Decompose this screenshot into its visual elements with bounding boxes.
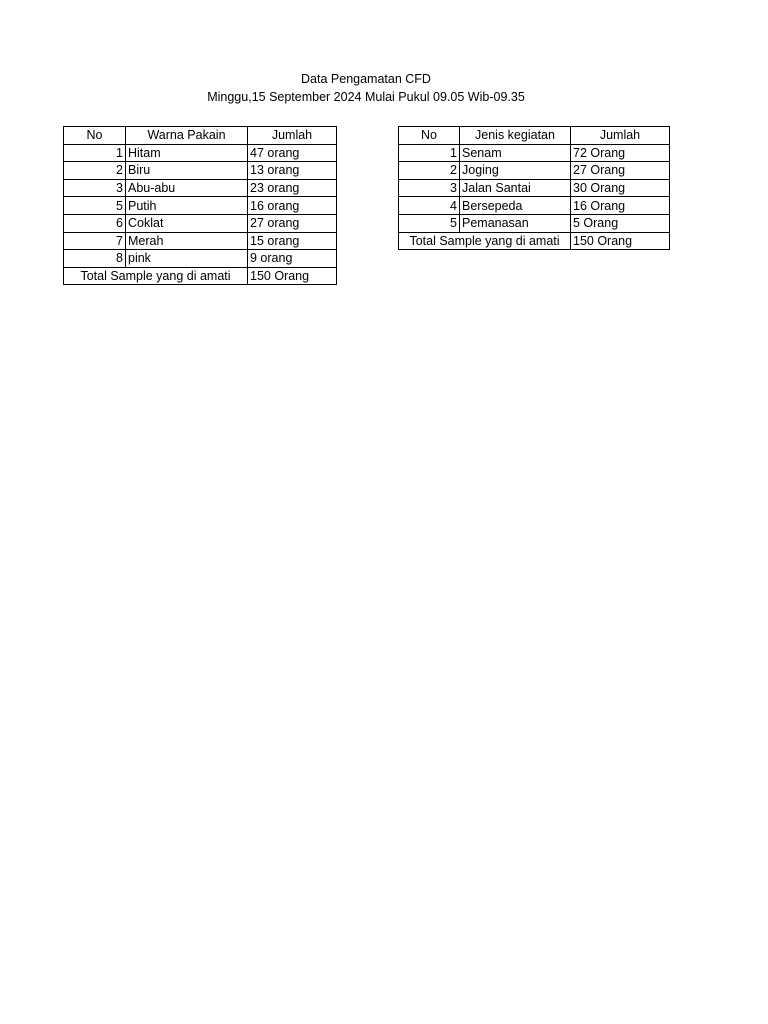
row-count: 16 Orang (571, 197, 670, 215)
row-number: 5 (64, 197, 126, 215)
row-count: 5 Orang (571, 214, 670, 232)
row-count: 72 Orang (571, 144, 670, 162)
table-row (64, 162, 337, 180)
row-label: Jalan Santai (460, 179, 571, 197)
table-row (64, 179, 337, 197)
table-total-row (64, 267, 337, 285)
row-count: 47 orang (248, 144, 337, 162)
document-title: Data Pengamatan CFD (301, 72, 431, 86)
column-header-no: No (399, 127, 460, 145)
document-title-block (0, 70, 732, 106)
column-header-jumlah: Jumlah (248, 127, 337, 145)
row-label: Biru (126, 162, 248, 180)
row-label: Pemanasan (460, 214, 571, 232)
row-number: 2 (399, 162, 460, 180)
row-label: Coklat (126, 214, 248, 232)
row-count: 27 orang (248, 214, 337, 232)
row-number: 1 (64, 144, 126, 162)
row-label: Putih (126, 197, 248, 215)
row-count: 15 orang (248, 232, 337, 250)
table-row (64, 144, 337, 162)
table-row (64, 197, 337, 215)
column-header-jenis-kegiatan: Jenis kegiatan (460, 127, 571, 145)
total-label: Total Sample yang di amati (399, 232, 571, 250)
row-number: 3 (64, 179, 126, 197)
row-label: Merah (126, 232, 248, 250)
row-count: 27 Orang (571, 162, 670, 180)
row-count: 16 orang (248, 197, 337, 215)
row-number: 6 (64, 214, 126, 232)
row-label: Abu-abu (126, 179, 248, 197)
row-label: Joging (460, 162, 571, 180)
row-number: 1 (399, 144, 460, 162)
table-row (64, 250, 337, 268)
table-row (399, 197, 670, 215)
table-row (399, 144, 670, 162)
row-count: 13 orang (248, 162, 337, 180)
row-count: 9 orang (248, 250, 337, 268)
column-header-jumlah: Jumlah (571, 127, 670, 145)
table-row (64, 232, 337, 250)
row-label: Senam (460, 144, 571, 162)
activity-type-table (398, 126, 670, 250)
total-label: Total Sample yang di amati (64, 267, 248, 285)
row-number: 3 (399, 179, 460, 197)
row-number: 7 (64, 232, 126, 250)
total-value: 150 Orang (571, 232, 670, 250)
table-row (399, 162, 670, 180)
document-subtitle: Minggu,15 September 2024 Mulai Pukul 09.05 Wib-09.35 (207, 90, 525, 104)
table-row (399, 179, 670, 197)
table-header-row (64, 127, 337, 145)
clothing-color-table (63, 126, 337, 285)
row-number: 2 (64, 162, 126, 180)
row-label: Bersepeda (460, 197, 571, 215)
row-number: 5 (399, 214, 460, 232)
table-total-row (399, 232, 670, 250)
column-header-warna-pakain: Warna Pakain (126, 127, 248, 145)
table-header-row (399, 127, 670, 145)
row-label: pink (126, 250, 248, 268)
table-row (64, 214, 337, 232)
total-value: 150 Orang (248, 267, 337, 285)
row-number: 8 (64, 250, 126, 268)
row-label: Hitam (126, 144, 248, 162)
row-count: 23 orang (248, 179, 337, 197)
row-count: 30 Orang (571, 179, 670, 197)
row-number: 4 (399, 197, 460, 215)
column-header-no: No (64, 127, 126, 145)
table-row (399, 214, 670, 232)
